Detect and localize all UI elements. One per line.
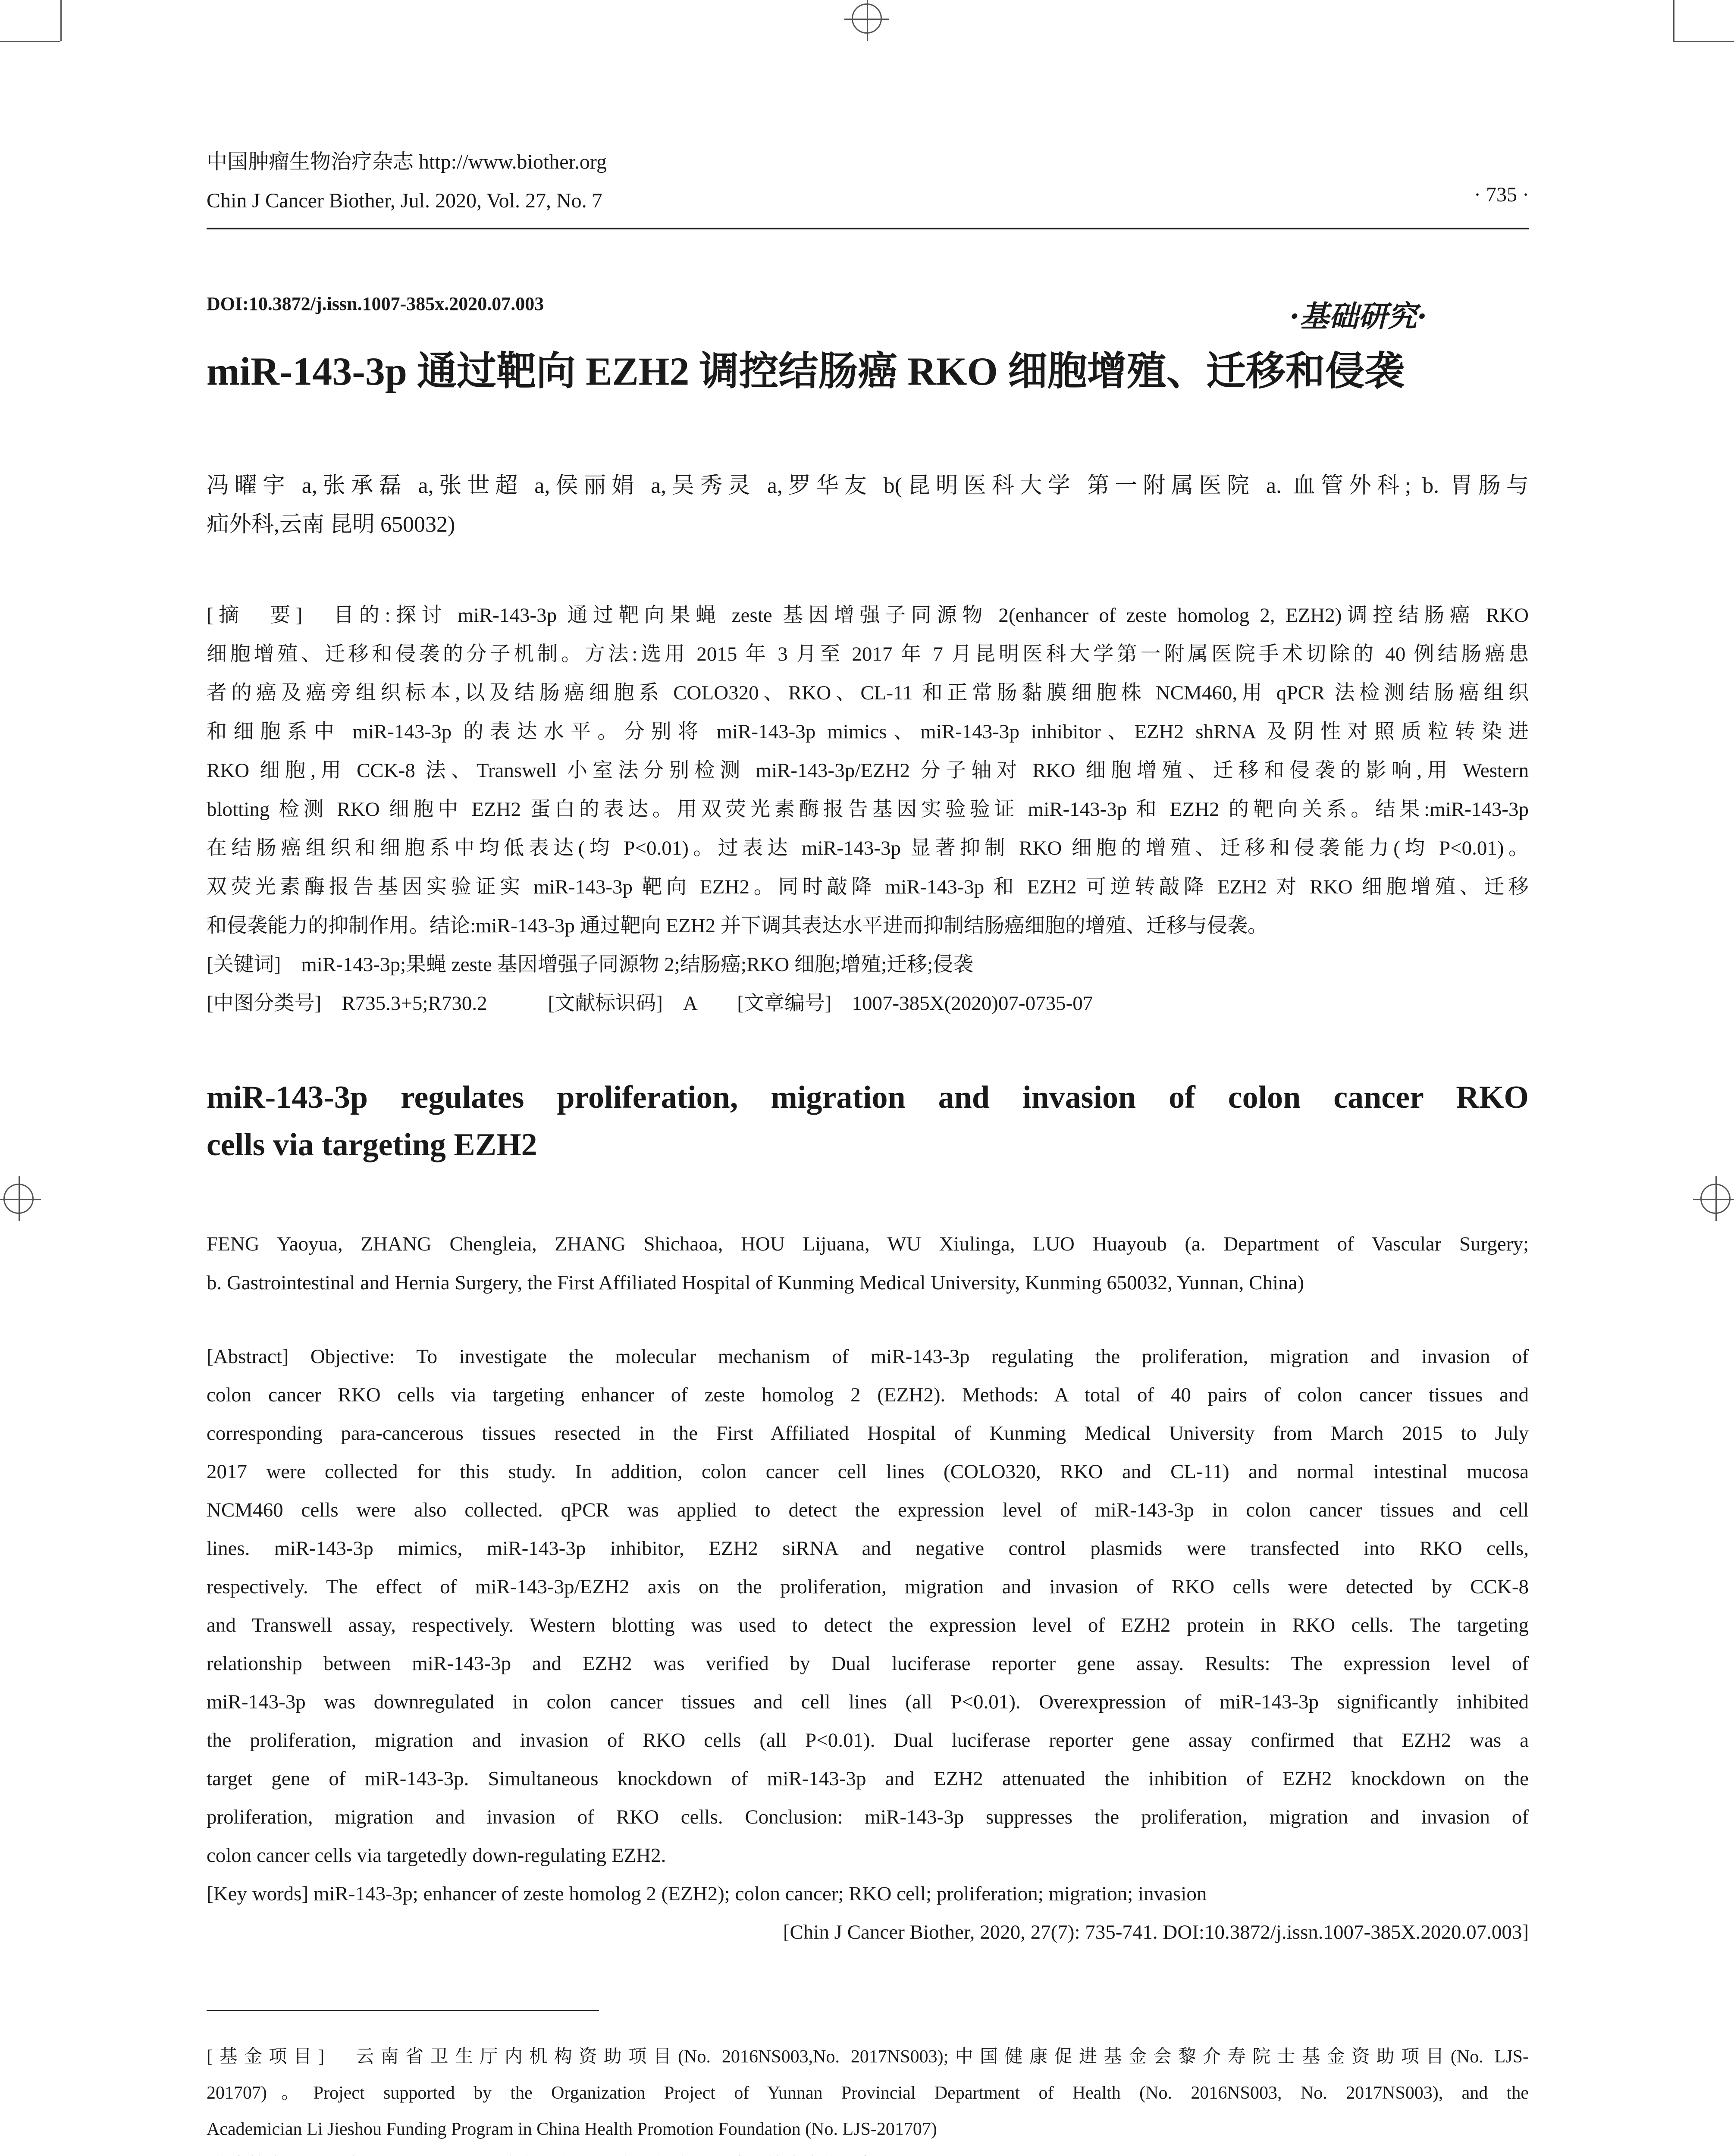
crop-mark-tr-v <box>1673 0 1674 41</box>
abstract-cn-line: 细胞增殖、迁移和侵袭的分子机制。方法:选用 2015 年 3 月至 2017 年 7 月昆明医科大学第一附属医院手术切除的 40 例结肠癌患 <box>207 643 1529 665</box>
abstract-en-line: NCM460 cells were also collected. qPCR was applied to detect the expression level of miR-143-3p in colon cancer tissues and cell <box>207 1499 1529 1521</box>
fund-line: 201707)。Project supported by the Organization Project of Yunnan Provincial Department of Health (No. 2016NS003, No. 2017NS003), and the <box>207 2083 1529 2103</box>
abstract-cn-line: [摘 要] 目的:探讨 miR-143-3p 通过靶向果蝇 zeste 基因增强子同源物 2(enhancer of zeste homolog 2, EZH2)调控结肠癌 RKO <box>207 604 1529 627</box>
keywords-cn: [关键词] miR-143-3p;果蝇 zeste 基因增强子同源物 2;结肠癌;RKO 细胞;增殖;迁移;侵袭 <box>207 953 974 976</box>
authors-cn <box>207 467 1529 544</box>
fund-line: [基金项目] 云南省卫生厅内机构资助项目(No. 2016NS003,No. 2017NS003);中国健康促进基金会黎介寿院士基金资助项目(No. LJS- <box>207 2047 1529 2067</box>
title-en <box>207 1074 1529 1169</box>
page-number: · 735 · <box>1474 183 1529 206</box>
abstract-cn-line: 和侵袭能力的抑制作用。结论:miR-143-3p 通过靶向 EZH2 并下调其表达水平进而抑制结肠癌细胞的增殖、迁移与侵袭。 <box>207 915 1268 937</box>
abstract-en-line: and Transwell assay, respectively. Western blotting was used to detect the expression level of EZH2 protein in RKO cells. The targeting <box>207 1614 1529 1636</box>
abstract-cn-line: 在结肠癌组织和细胞系中均低表达(均 P<0.01)。过表达 miR-143-3p 显著抑制 RKO 细胞的增殖、迁移和侵袭能力(均 P<0.01)。 <box>207 837 1529 859</box>
abstract-en-line: the proliferation, migration and invasion of RKO cells (all P<0.01). Dual luciferase reporter gene assay confirmed that EZH2 was a <box>207 1729 1529 1752</box>
authors-cn-line: 疝外科,云南 昆明 650032) <box>207 512 455 537</box>
journal-name-en: Chin J Cancer Biother, Jul. 2020, Vol. 27, No. 7 <box>207 189 602 212</box>
doi: DOI:10.3872/j.issn.1007-385x.2020.07.003 <box>207 293 544 314</box>
authors-en <box>207 1225 1529 1302</box>
registration-mark-right <box>1700 1184 1731 1214</box>
abstract-cn-line: 和细胞系中 miR-143-3p 的表达水平。分别将 miR-143-3p mimics、miR-143-3p inhibitor、EZH2 shRNA 及阴性对照质粒转染进 <box>207 721 1529 743</box>
footnotes <box>207 2039 1529 2156</box>
header-rule <box>207 228 1529 229</box>
footnote-rule <box>207 2010 599 2011</box>
abstract-en-line: colon cancer cells via targetedly down-regulating EZH2. <box>207 1844 666 1867</box>
fund-line: Academician Li Jieshou Funding Program in China Health Promotion Foundation (No. LJS-201707) <box>207 2119 937 2139</box>
authors-cn-line: 冯曜宇 a,张承磊 a,张世超 a,侯丽娟 a,吴秀灵 a,罗华友 b(昆明医科大学 第一附属医院 a. 血管外科; b. 胃肠与 <box>207 473 1529 498</box>
title-cn: miR-143-3p 通过靶向 EZH2 调控结肠癌 RKO 细胞增殖、迁移和侵袭 <box>207 349 1405 393</box>
authors-en-line: b. Gastrointestinal and Hernia Surgery, the First Affiliated Hospital of Kunming Medical University, Kunming 650032, Yunnan, China) <box>207 1272 1304 1294</box>
abstract-en-line: respectively. The effect of miR-143-3p/EZH2 axis on the proliferation, migration and invasion of RKO cells were detected by CCK-8 <box>207 1576 1529 1598</box>
abstract-en <box>207 1338 1529 1952</box>
registration-mark-top <box>852 3 882 34</box>
abstract-cn-line: 双荧光素酶报告基因实验证实 miR-143-3p 靶向 EZH2。同时敲降 miR-143-3p 和 EZH2 可逆转敲降 EZH2 对 RKO 细胞增殖、迁移 <box>207 876 1529 898</box>
abstract-en-line: miR-143-3p was downregulated in colon cancer tissues and cell lines (all P<0.01). Overexpression of miR-143-3p significantly inhibited <box>207 1691 1529 1713</box>
citation: [Chin J Cancer Biother, 2020, 27(7): 735-741. DOI:10.3872/j.issn.1007-385X.2020.07.003] <box>783 1921 1529 1943</box>
crop-mark-tl-v <box>60 0 62 41</box>
title-en-line: miR-143-3p regulates proliferation, migration and invasion of colon cancer RKO <box>207 1080 1529 1115</box>
abstract-en-line: relationship between miR-143-3p and EZH2 was verified by Dual luciferase reporter gene assay. Results: The expression level of <box>207 1652 1529 1675</box>
journal-name-cn: 中国肿瘤生物治疗杂志 http://www.biother.org <box>207 150 607 173</box>
crop-mark-tr-h <box>1673 41 1734 42</box>
classification-cn: [中图分类号] R735.3+5;R730.2 [文献标识码] A [文章编号] 1007-385X(2020)07-0735-07 <box>207 992 1093 1015</box>
abstract-en-line: lines. miR-143-3p mimics, miR-143-3p inhibitor, EZH2 siRNA and negative control plasmids were transfected into RKO cells, <box>207 1537 1529 1560</box>
crop-mark-tl-h <box>0 41 60 42</box>
registration-mark-left <box>3 1184 34 1214</box>
section-tag: ·基础研究· <box>1289 299 1427 334</box>
abstract-en-line: target gene of miR-143-3p. Simultaneous knockdown of miR-143-3p and EZH2 attenuated the inhibition of EZH2 knockdown on the <box>207 1767 1529 1790</box>
author-bio <box>207 2147 1529 2156</box>
abstract-en-line: [Abstract] Objective: To investigate the molecular mechanism of miR-143-3p regulating the proliferation, migration and invasion of <box>207 1345 1529 1368</box>
abstract-cn-line: blotting 检测 RKO 细胞中 EZH2 蛋白的表达。用双荧光素酶报告基因实验验证 miR-143-3p 和 EZH2 的靶向关系。结果:miR-143-3p <box>207 798 1529 821</box>
abstract-cn-line: RKO 细胞,用 CCK-8 法、Transwell 小室法分别检测 miR-143-3p/EZH2 分子轴对 RKO 细胞增殖、迁移和侵袭的影响,用 Western <box>207 759 1529 782</box>
abstract-en-line: proliferation, migration and invasion of RKO cells. Conclusion: miR-143-3p suppresses the proliferation, migration and invasion of <box>207 1806 1529 1828</box>
keywords-en: [Key words] miR-143-3p; enhancer of zeste homolog 2 (EZH2); colon cancer; RKO cell; proliferation; migration; invasion <box>207 1883 1207 1905</box>
title-en-line: cells via targeting EZH2 <box>207 1127 537 1163</box>
authors-en-line: FENG Yaoyua, ZHANG Chengleia, ZHANG Shichaoa, HOU Lijuana, WU Xiulinga, LUO Huayoub (a. Department of Vascular Surgery; <box>207 1233 1529 1255</box>
abstract-en-line: 2017 were collected for this study. In addition, colon cancer cell lines (COLO320, RKO and CL-11) and normal intestinal mucosa <box>207 1460 1529 1483</box>
abstract-cn-line: 者的癌及癌旁组织标本,以及结肠癌细胞系 COLO320、RKO、CL-11 和正常肠黏膜细胞株 NCM460,用 qPCR 法检测结肠癌组织 <box>207 682 1529 704</box>
abstract-cn <box>207 596 1529 1023</box>
abstract-en-line: colon cancer RKO cells via targeting enhancer of zeste homolog 2 (EZH2). Methods: A total of 40 pairs of colon cancer tissues and <box>207 1384 1529 1406</box>
abstract-en-line: corresponding para-cancerous tissues resected in the First Affiliated Hospital of Kunming Medical University from March 2015 to July <box>207 1422 1529 1445</box>
